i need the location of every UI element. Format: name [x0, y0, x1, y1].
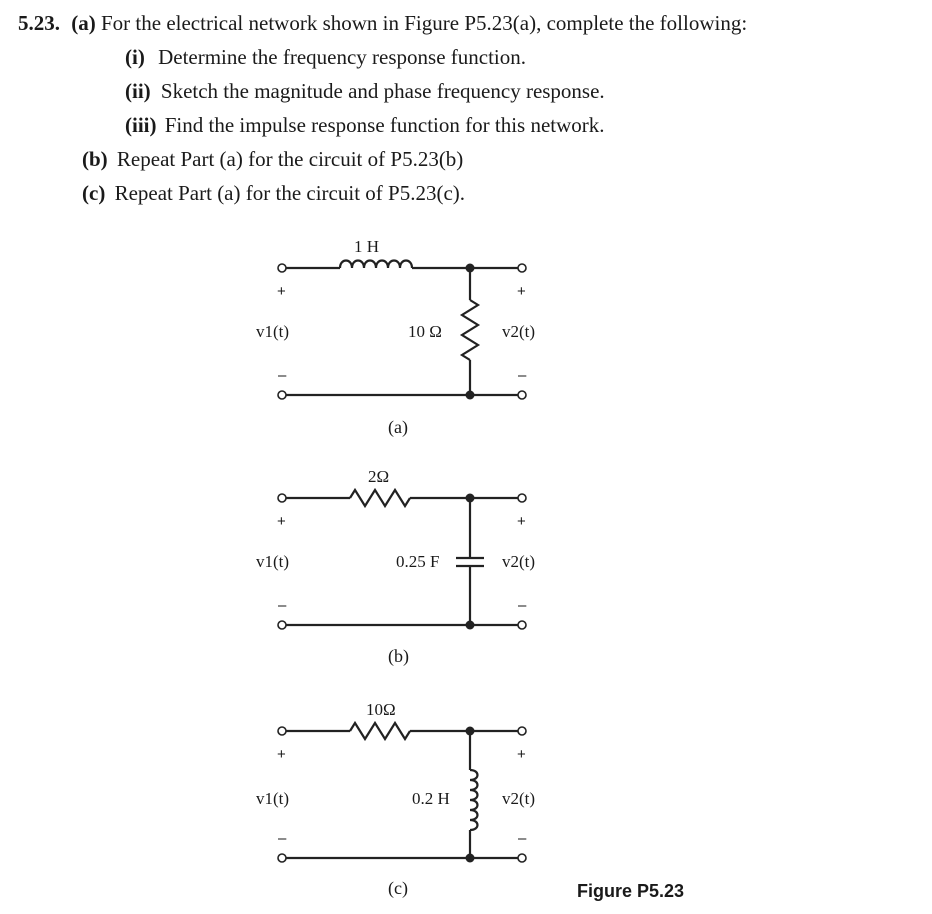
circuit-a-node-bottom: [466, 391, 475, 400]
circuit-a-input-terminal-top: [278, 264, 286, 272]
circuit-a-output-terminal-top: [518, 264, 526, 272]
circuit-b: [256, 467, 535, 667]
part-a-text: For the electrical network shown in Figure P5.23(a), complete the following:: [101, 11, 748, 35]
circuit-c-inductor-icon: [470, 770, 478, 830]
circuit-c-shunt-label: 0.2 H: [412, 789, 450, 808]
circuit-c-input-plus: +: [277, 746, 286, 763]
circuit-a-input-minus: –: [278, 367, 287, 384]
circuit-c: [256, 700, 535, 899]
circuit-b-output-plus: +: [517, 513, 526, 530]
circuit-c-resistor-icon: [350, 723, 410, 739]
circuit-c-input-minus: –: [278, 830, 287, 847]
circuit-b-resistor-icon: [350, 490, 410, 506]
circuit-b-input-terminal-top: [278, 494, 286, 502]
circuit-a-output-minus: –: [518, 367, 527, 384]
circuit-a-tag: (a): [388, 417, 408, 437]
circuit-a-output-terminal-bottom: [518, 391, 526, 399]
item-iii-text: Find the impulse response function for this network.: [164, 113, 605, 137]
item-i-text: Determine the frequency response function.: [158, 45, 527, 69]
circuit-a-output-plus: +: [517, 283, 526, 300]
circuit-c-node-top: [466, 727, 475, 736]
circuit-b-input-terminal-bottom: [278, 621, 286, 629]
circuit-c-output-terminal-bottom: [518, 854, 526, 862]
circuit-b-input-plus: +: [277, 513, 286, 530]
circuit-c-output-label: v2(t): [502, 789, 536, 808]
circuit-c-tag: (c): [388, 878, 408, 898]
part-c-text: Repeat Part (a) for the circuit of P5.23(c).: [114, 181, 466, 205]
circuit-b-output-label: v2(t): [502, 552, 536, 571]
part-b-label: (b): [82, 147, 108, 171]
problem-number: 5.23.: [18, 11, 60, 35]
circuit-c-input-terminal-top: [278, 727, 286, 735]
item-ii-text: Sketch the magnitude and phase frequency response.: [160, 79, 605, 103]
circuit-b-tag: (b): [388, 646, 409, 666]
circuit-c-series-label: 10Ω: [366, 700, 396, 719]
circuit-b-output-minus: –: [518, 597, 527, 614]
circuit-a-input-terminal-bottom: [278, 391, 286, 399]
circuit-b-output-terminal-bottom: [518, 621, 526, 629]
circuit-b-node-top: [466, 494, 475, 503]
circuit-a-series-label: 1 H: [354, 237, 380, 256]
circuit-c-output-minus: –: [518, 830, 527, 847]
circuit-a-shunt-label: 10 Ω: [408, 322, 442, 341]
circuit-c-input-label: v1(t): [256, 789, 290, 808]
circuit-b-output-terminal-top: [518, 494, 526, 502]
circuit-a: [256, 237, 535, 438]
item-iii-label: (iii): [125, 113, 157, 137]
circuit-a-resistor-icon: [462, 300, 478, 360]
circuit-b-node-bottom: [466, 621, 475, 630]
item-ii-label: (ii): [125, 79, 151, 103]
circuit-b-input-label: v1(t): [256, 552, 290, 571]
part-a-label: (a): [71, 11, 96, 35]
circuit-a-output-label: v2(t): [502, 322, 536, 341]
circuit-a-input-label: v1(t): [256, 322, 290, 341]
circuit-c-node-bottom: [466, 854, 475, 863]
circuit-b-capacitor-icon: [456, 558, 484, 566]
circuit-c-input-terminal-bottom: [278, 854, 286, 862]
figure-caption: Figure P5.23: [577, 881, 685, 901]
circuit-b-input-minus: –: [278, 597, 287, 614]
circuit-a-node-top: [466, 264, 475, 273]
item-i-label: (i): [125, 45, 145, 69]
circuit-b-series-label: 2Ω: [368, 467, 390, 486]
part-c-label: (c): [82, 181, 106, 205]
part-b-text: Repeat Part (a) for the circuit of P5.23(b): [116, 147, 464, 171]
circuit-a-inductor-icon: [340, 261, 412, 269]
circuit-c-output-plus: +: [517, 746, 526, 763]
circuit-b-shunt-label: 0.25 F: [396, 552, 440, 571]
circuit-c-output-terminal-top: [518, 727, 526, 735]
circuit-a-input-plus: +: [277, 283, 286, 300]
